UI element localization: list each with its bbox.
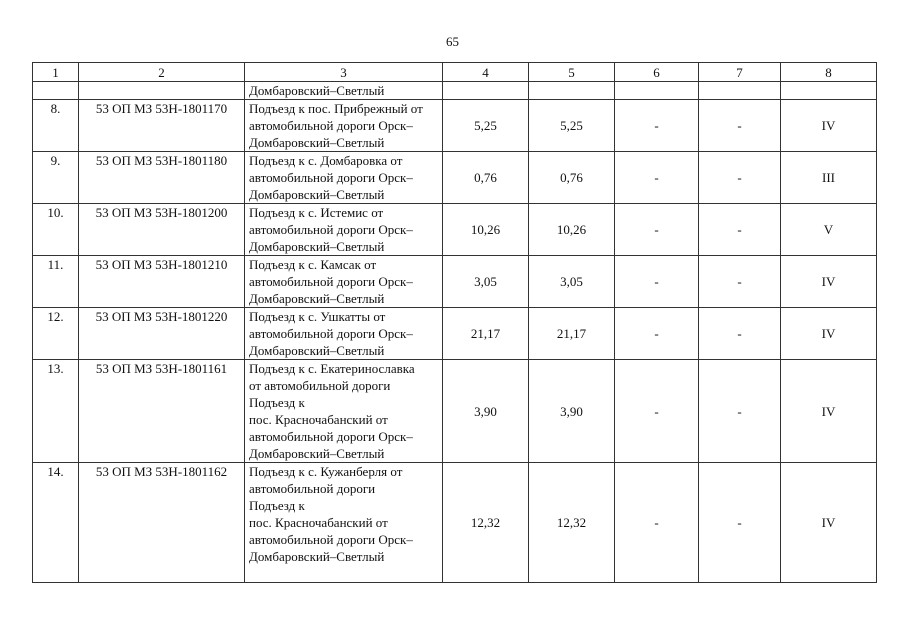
road-code-cell: 53 ОП МЗ 53Н-1801220 — [79, 308, 245, 360]
column-number-3: 3 — [245, 63, 443, 82]
road-code-cell: 53 ОП МЗ 53Н-1801210 — [79, 256, 245, 308]
table-row — [33, 204, 877, 256]
column-number-1: 1 — [33, 63, 79, 82]
table-row — [33, 360, 877, 463]
road-category-cell: IV — [781, 256, 877, 308]
row-number-cell — [33, 82, 79, 100]
row-number-cell: 10. — [33, 204, 79, 256]
table-row — [33, 463, 877, 583]
column-6-cell — [615, 82, 699, 100]
row-number-cell: 9. — [33, 152, 79, 204]
column-number-6: 6 — [615, 63, 699, 82]
road-code-cell: 53 ОП МЗ 53Н-1801170 — [79, 100, 245, 152]
road-category-cell: IV — [781, 360, 877, 463]
table-row — [33, 308, 877, 360]
column-4-cell — [443, 82, 529, 100]
column-4-cell: 3,90 — [443, 360, 529, 463]
road-category-cell — [781, 82, 877, 100]
column-5-cell: 12,32 — [529, 463, 615, 583]
road-code-cell: 53 ОП МЗ 53Н-1801161 — [79, 360, 245, 463]
column-4-cell: 0,76 — [443, 152, 529, 204]
column-4-cell: 12,32 — [443, 463, 529, 583]
road-name-cell: Подъезд к пос. Прибрежный от автомобильной дороги Орск– Домбаровский–Светлый — [245, 100, 443, 152]
row-number-cell: 11. — [33, 256, 79, 308]
column-7-cell: - — [699, 204, 781, 256]
road-category-cell: IV — [781, 308, 877, 360]
column-6-cell: - — [615, 463, 699, 583]
road-name-cell: Подъезд к с. Кужанберля от автомобильной дороги Подъезд к пос. Красночабанский от автомобильной дороги Орск– Домбаровский–Светлый — [245, 463, 443, 583]
road-code-cell: 53 ОП МЗ 53Н-1801200 — [79, 204, 245, 256]
road-name-cell: Домбаровский–Светлый — [245, 82, 443, 100]
column-7-cell: - — [699, 100, 781, 152]
column-5-cell: 10,26 — [529, 204, 615, 256]
column-7-cell: - — [699, 463, 781, 583]
column-4-cell: 21,17 — [443, 308, 529, 360]
road-code-cell — [79, 82, 245, 100]
column-5-cell: 5,25 — [529, 100, 615, 152]
road-name-cell: Подъезд к с. Домбаровка от автомобильной дороги Орск– Домбаровский–Светлый — [245, 152, 443, 204]
column-6-cell: - — [615, 152, 699, 204]
roads-table — [32, 62, 877, 583]
column-7-cell: - — [699, 360, 781, 463]
column-7-cell: - — [699, 308, 781, 360]
road-name-cell: Подъезд к с. Камсак от автомобильной дороги Орск– Домбаровский–Светлый — [245, 256, 443, 308]
page-number: 65 — [446, 34, 459, 49]
column-5-cell: 0,76 — [529, 152, 615, 204]
road-name-cell: Подъезд к с. Ушкатты от автомобильной дороги Орск– Домбаровский–Светлый — [245, 308, 443, 360]
column-4-cell: 10,26 — [443, 204, 529, 256]
column-5-cell: 3,90 — [529, 360, 615, 463]
table-row — [33, 100, 877, 152]
column-6-cell: - — [615, 360, 699, 463]
column-number-2: 2 — [79, 63, 245, 82]
column-6-cell: - — [615, 100, 699, 152]
row-number-cell: 8. — [33, 100, 79, 152]
column-4-cell: 5,25 — [443, 100, 529, 152]
road-code-cell: 53 ОП МЗ 53Н-1801180 — [79, 152, 245, 204]
road-code-cell: 53 ОП МЗ 53Н-1801162 — [79, 463, 245, 583]
table-row — [33, 152, 877, 204]
column-7-cell: - — [699, 152, 781, 204]
column-5-cell — [529, 82, 615, 100]
column-5-cell: 21,17 — [529, 308, 615, 360]
column-5-cell: 3,05 — [529, 256, 615, 308]
column-number-5: 5 — [529, 63, 615, 82]
row-number-cell: 14. — [33, 463, 79, 583]
road-category-cell: IV — [781, 463, 877, 583]
road-name-cell: Подъезд к с. Екатеринославка от автомобильной дороги Подъезд к пос. Красночабанский от автомобильной дороги Орск– Домбаровский–Светлый — [245, 360, 443, 463]
row-number-cell: 12. — [33, 308, 79, 360]
column-4-cell: 3,05 — [443, 256, 529, 308]
road-name-cell: Подъезд к с. Истемис от автомобильной дороги Орск– Домбаровский–Светлый — [245, 204, 443, 256]
column-number-8: 8 — [781, 63, 877, 82]
column-7-cell: - — [699, 256, 781, 308]
column-number-7: 7 — [699, 63, 781, 82]
column-number-row — [33, 63, 877, 82]
column-7-cell — [699, 82, 781, 100]
road-category-cell: IV — [781, 100, 877, 152]
road-category-cell: III — [781, 152, 877, 204]
row-number-cell: 13. — [33, 360, 79, 463]
road-category-cell: V — [781, 204, 877, 256]
table-row — [33, 256, 877, 308]
column-6-cell: - — [615, 204, 699, 256]
column-6-cell: - — [615, 256, 699, 308]
column-6-cell: - — [615, 308, 699, 360]
column-number-4: 4 — [443, 63, 529, 82]
continuation-row — [33, 82, 877, 100]
